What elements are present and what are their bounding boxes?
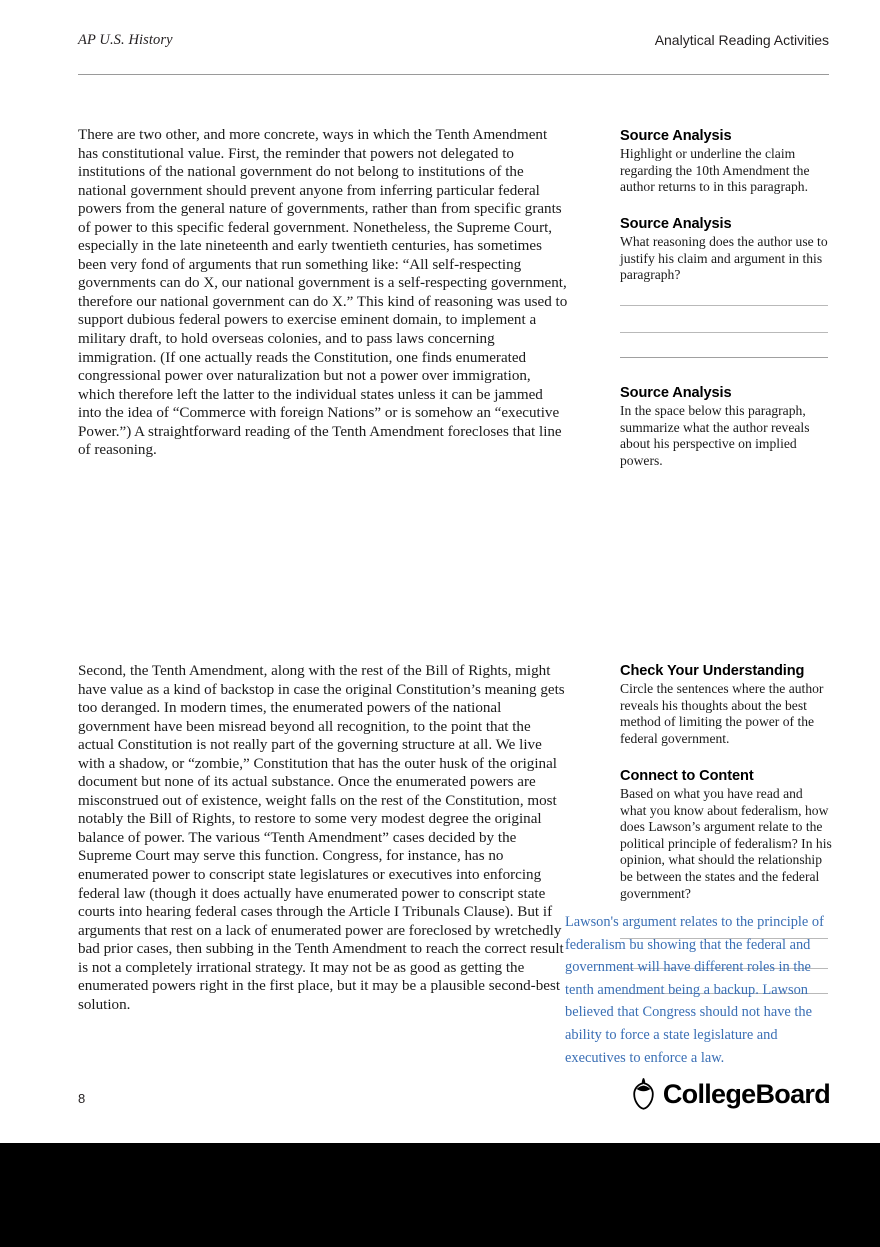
answer-rule-line[interactable]: [620, 357, 828, 358]
sidebar-prompt-text: What reasoning does the author use to justify his claim and argument in this paragraph?: [620, 234, 828, 283]
answer-rule-line[interactable]: [620, 305, 828, 306]
acorn-icon: [631, 1078, 656, 1110]
header-course-title: AP U.S. History: [78, 32, 173, 48]
page-number: 8: [78, 1091, 86, 1106]
sidebar-block-source-analysis-3: [620, 385, 832, 469]
sidebar-prompt-text: Highlight or underline the claim regarding the 10th Amendment the author returns to in this paragraph.: [620, 146, 810, 195]
student-handwritten-answer[interactable]: Lawson's argument relates to the principle of federalism bu showing that the federal and government will have different roles in the tenth amendment being a backup. Lawson believed that Congress should not have the ability to force a state legislature and executives to enforce a law.: [565, 914, 824, 1066]
body-paragraph-1: There are two other, and more concrete, ways in which the Tenth Amendment has constitutional value. First, the reminder that powers not delegated to institutions of the national government do not belong to institutions of the national government should prevent anyone from inferring particular federal powers from the general nature of governments, rather than from specific grants of power to this specific federal government. Nonetheless, the Supreme Court, especially in the late nineteenth and early twentieth centuries, has sometimes been very fond of arguments that run something like: “All self-respecting governments can do X, our national government is a self-respecting government, therefore our national government can do X.” This kind of reasoning was used to support dubious federal powers to exercise eminent domain, to implement a military draft, to hold overseas colonies, and to pass laws concerning immigration. (If one actually reads the Constitution, one finds enumerated congressional power over naturalization but not a power over immigration, which therefore left the latter to the individual states unless it can be jammed into the idea of “Commerce with foreign Nations” or is somehow an “executive Power.”) A straightforward reading of the Tenth Amendment forecloses that line of reasoning.: [78, 127, 568, 459]
body-paragraph-2: Second, the Tenth Amendment, along with the rest of the Bill of Rights, might have value as a kind of backstop in case the original Constitution’s meaning gets too deranged. In modern times, the enumerated powers of the national government have been misread beyond all recognition, to the point that the actual Constitution is not really part of the governing structure at all. We live with a shadow, or “zombie,” Constitution that has the outer husk of the original document but none of its actual substance. Once the enumerated powers are misconstrued out of existence, weight falls on the rest of the Constitution, most notably the Bill of Rights, to restore to some very modest degree the original balance of power. The various “Tenth Amendment” cases decided by the Supreme Court may serve this function. Congress, for instance, has no enumerated power to conscript state legislatures or executives into enforcing federal law (though it does actually have enumerated power to conscript state courts into hearing federal cases through the Article I Tribunals Clause). But if arguments that rest on a lack of enumerated power are foreclosed by wretchedly bad prior cases, then subbing in the Tenth Amendment to reach the correct result is not a completely irrational strategy. It may not be as good as getting the enumerated powers right in the first place, but it may be a plausible second-best solution.: [78, 663, 565, 1013]
collegeboard-logo: [631, 1078, 830, 1110]
sidebar-prompt-text: Based on what you have read and what you know about federalism, how does Lawson’s argument relate to the political principle of federalism? In his opinion, what should the relationship be between the states and the federal government?: [620, 786, 832, 901]
sidebar-heading: Source Analysis: [620, 385, 732, 401]
bottom-black-band: [0, 1143, 880, 1247]
sidebar-heading: Check Your Understanding: [620, 663, 805, 679]
answer-rule-line[interactable]: [620, 332, 828, 333]
sidebar-block-connect-to-content: [620, 768, 832, 902]
sidebar-prompt-text: In the space below this paragraph, summarize what the author reveals about his perspective on implied powers.: [620, 403, 810, 468]
sidebar-heading: Source Analysis: [620, 216, 732, 232]
sidebar-block-source-analysis-2: [620, 216, 832, 284]
header-section-title: Analytical Reading Activities: [654, 32, 829, 48]
sidebar-block-source-analysis-1: [620, 128, 832, 196]
sidebar-heading: Source Analysis: [620, 128, 732, 144]
header-divider: [78, 74, 829, 75]
collegeboard-wordmark: CollegeBoard: [662, 1078, 830, 1109]
sidebar-heading: Connect to Content: [620, 768, 754, 784]
sidebar-prompt-text: Circle the sentences where the author reveals his thoughts about the best method of limiting the power of the federal government.: [620, 681, 824, 746]
sidebar-block-check-your-understanding: [620, 663, 832, 747]
